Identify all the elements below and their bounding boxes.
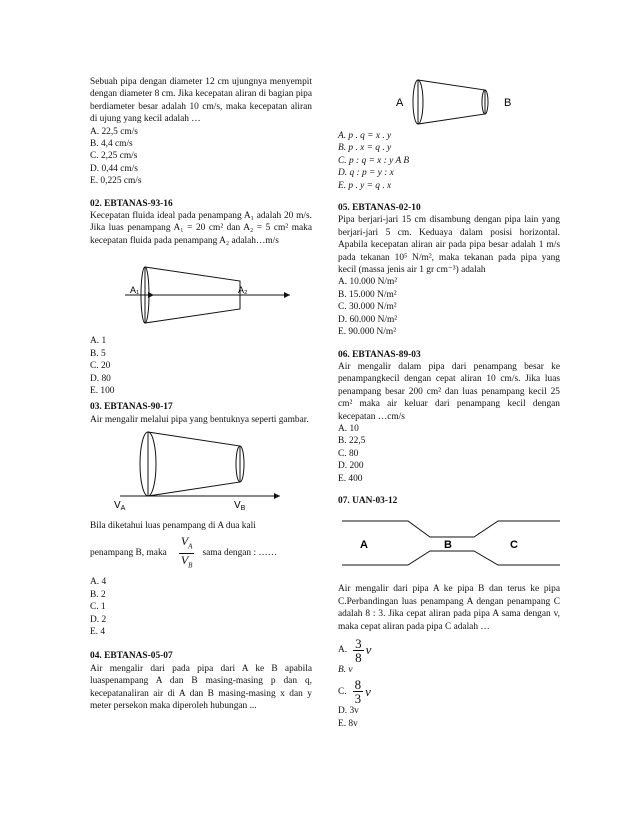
option-e: E. 90.000 N/m² [338, 327, 397, 338]
option-c: C. 30.000 N/m² [338, 302, 397, 313]
question-05-options [338, 276, 560, 338]
question-07-figure [338, 507, 560, 579]
option-b: B. 15.000 N/m² [338, 289, 397, 300]
question-05-heading: 05. EBTANAS-02-10 [338, 203, 421, 214]
label-a: A [360, 539, 368, 552]
option-b: B. p . x = q . y [338, 143, 392, 154]
formula-pre: penampang B, maka [90, 548, 167, 559]
tapered-pipe-diagram [90, 247, 312, 335]
right-column [338, 130, 560, 730]
option-b: B. 4,4 cm/s [90, 139, 133, 150]
question-02-options [90, 335, 312, 397]
three-section-pipe-diagram [338, 507, 560, 579]
option-e: E. 100 [90, 385, 115, 396]
question-02-heading: 02. EBTANAS-93-16 [90, 198, 173, 209]
question-02-text: Kecepatan fluida ideal pada penampang A₁ adalah 20 m/s. Jika luas penampang A₁ = 20 cm² dan A₂ = 5 cm² maka kecepatan fluida pada penampang A₂ adalah…m/s [90, 211, 312, 246]
question-07-option-d: D. 3v [338, 706, 359, 717]
question-03-options [90, 576, 312, 638]
option-b: B. 5 [90, 348, 106, 359]
option-d: D. 0,44 cm/s [90, 163, 138, 174]
option-a: A. 10.000 N/m² [338, 277, 398, 288]
question-07-text: Air mengalir dari pipa A ke pipa B dan terus ke pipa C.Perbandingan luas penampang A dengan penampang C adalah 8 : 3. Jika cepat aliran pada pipa A sama dengan v, maka cepat aliran pada pipa C adalah … [338, 584, 560, 632]
option-a: A. 1 [90, 336, 107, 347]
question-06-options [338, 423, 560, 485]
label-va: $V_A$ [114, 500, 126, 513]
label-a: A [396, 97, 404, 109]
option-c: C. 2,25 cm/s [90, 151, 138, 162]
question-07-option-a: A. $\frac{3}{8}$ v [338, 636, 372, 665]
option-d: D. 2 [90, 614, 107, 625]
option-d: D. q : p = y : x [338, 168, 394, 179]
question-07-option-e: E. 8v [338, 718, 358, 729]
formula-post: sama dengan : …… [202, 548, 278, 559]
question-intro-options [90, 126, 312, 188]
question-04-heading: 04. EBTANAS-05-07 [90, 651, 173, 662]
option-a: A. 4 [90, 577, 107, 588]
question-04-options [338, 130, 560, 192]
question-04-text: Air mengalir dari pada pipa dari A ke B apabila luaspenampang A dan B masing-masing p dan q, kecepatanaliran air di A dan B masing-masing x dan y meter persekon maka diperoleh hubungan ... [90, 663, 312, 711]
question-03-formula [90, 535, 312, 573]
option-e: E. 0,225 cm/s [90, 176, 142, 187]
label-c: C [510, 539, 518, 552]
tapered-pipe-ab-diagram [380, 72, 530, 128]
question-06-text: Air mengalir dalam pipa dari penampang besar ke penampangkecil dengan cepat aliran 10 cm/s. Jika luas penampang besar 200 cm² dan luas penampang kecil 25 cm² maka air keluar dari penampang kecil dengan kecepatan …cm/s [338, 361, 560, 422]
option-d: D. 60.000 N/m² [338, 314, 398, 325]
option-e: E. p . y = q . x [338, 180, 392, 191]
question-03-figure [90, 426, 312, 514]
label-b: B [444, 539, 452, 552]
left-column [90, 76, 312, 712]
option-b: B. 22,5 [338, 436, 366, 447]
option-a: A. 10 [338, 423, 359, 434]
question-05-text: Pipa berjari-jari 15 cm disambung dengan pipa lain yang berjari-jari 5 cm. Keduaya dalam posisi horizontal. Apabila kecepatan aliran air pada pipa besar adalah 1 m/s pada tekanan 10⁵ N/m², maka tekanan pada pipa yang kecil (massa jenis air 1 gr cm⁻³) adalah [338, 215, 560, 276]
question-07-option-c: C. $\frac{8}{3}$ v [338, 677, 371, 707]
option-d: D. 200 [338, 461, 364, 472]
label-vb: $V_B$ [234, 500, 246, 513]
question-intro-text: Sebuah pipa dengan diameter 12 cm ujungnya menyempit dengan diameter 8 cm. Jika kecepatan aliran di bagian pipa berdiameter besar adalah 10 cm/s, maka kecepatan aliran di ujung yang kecil adalah … [90, 77, 312, 125]
fraction-8-3: $\frac{8}{3}$ [354, 677, 362, 707]
pipe-flow-diagram [90, 426, 312, 514]
option-c: C. p : q = x : y A B [338, 155, 410, 166]
label-a1: A₁ [130, 285, 140, 296]
question-02-figure [90, 247, 312, 335]
question-07-heading: 07. UAN-03-12 [338, 495, 398, 506]
option-e: E. 4 [90, 626, 106, 637]
question-03-text2: Bila diketahui luas penampang di A dua kali [90, 521, 256, 532]
option-a: A. p . q = x . y [338, 131, 392, 141]
question-06-heading: 06. EBTANAS-89-03 [338, 349, 421, 360]
option-c: C. 20 [90, 361, 111, 372]
option-d: D. 80 [90, 373, 111, 384]
ratio-va-vb: $\frac{V_A}{V_B}$ [180, 533, 193, 570]
option-c: C. 80 [338, 448, 359, 459]
option-e: E. 400 [338, 473, 363, 484]
label-a2: A₂ [238, 285, 248, 296]
question-07-option-b: B. v [338, 665, 353, 675]
label-b: B [504, 97, 512, 109]
option-a: A. 22,5 cm/s [90, 126, 138, 137]
question-03-heading: 03. EBTANAS-90-17 [90, 402, 173, 413]
option-c: C. 1 [90, 602, 106, 613]
fraction-3-8: $\frac{3}{8}$ [355, 636, 362, 665]
option-b: B. 2 [90, 589, 106, 600]
question-03-text: Air mengalir melalui pipa yang bentuknya seperti gambar. [90, 414, 309, 425]
question-04-figure [380, 72, 530, 128]
